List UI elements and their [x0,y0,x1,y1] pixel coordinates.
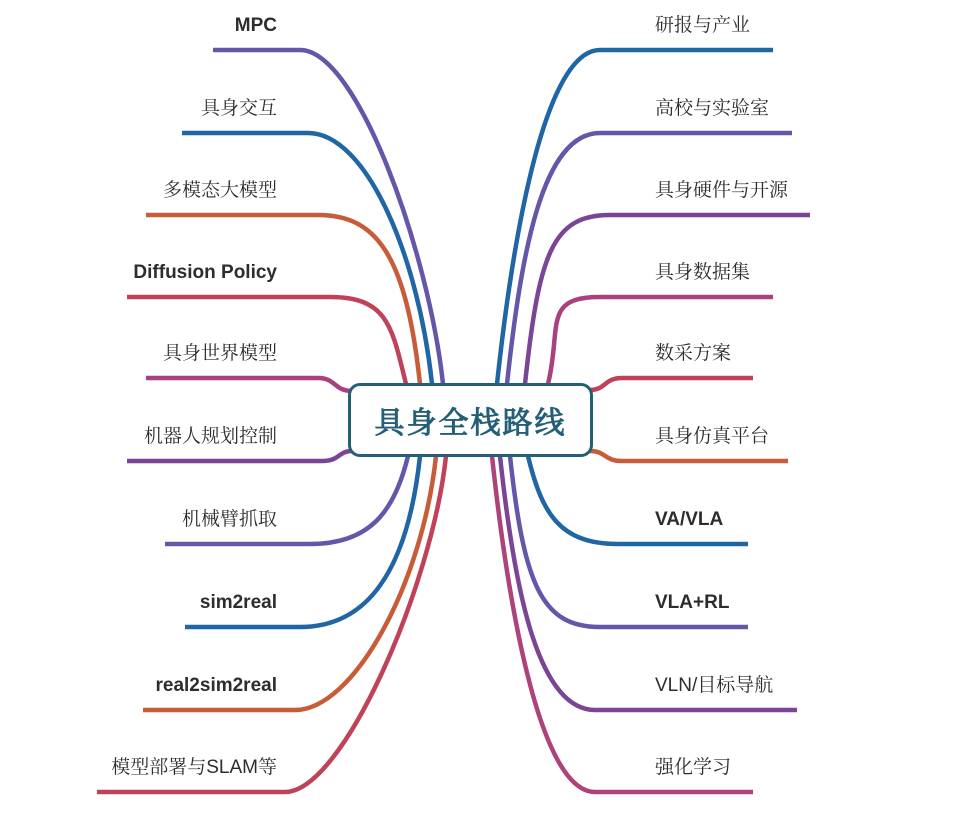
branch-connector-left-9 [97,456,446,792]
branch-label-right-9[interactable]: 强化学习 [655,757,732,778]
branch-label-right-6[interactable]: VA/VLA [655,509,724,530]
branch-label-right-0[interactable]: 研报与产业 [655,15,751,36]
branch-label-right-8[interactable]: VLN/目标导航 [655,675,774,696]
branch-connector-right-9 [492,456,753,792]
branch-connector-right-4 [590,378,753,390]
branch-label-left-4[interactable]: 具身世界模型 [162,343,277,364]
branch-connector-right-5 [590,451,788,461]
branch-connector-left-5 [127,451,352,461]
branch-connector-left-8 [143,456,436,710]
branch-label-right-2[interactable]: 具身硬件与开源 [655,180,789,201]
branch-label-left-2[interactable]: 多模态大模型 [162,180,277,201]
branch-label-left-3[interactable]: Diffusion Policy [133,262,277,283]
branch-label-left-7[interactable]: sim2real [199,592,277,613]
branch-label-left-6[interactable]: 机械臂抓取 [181,509,277,530]
branch-connector-left-3 [127,297,406,384]
branch-label-right-5[interactable]: 具身仿真平台 [655,426,770,447]
branch-connector-left-4 [146,378,352,391]
branch-label-left-5[interactable]: 机器人规划控制 [143,426,277,447]
branch-label-left-0[interactable]: MPC [234,15,277,36]
branch-label-left-9[interactable]: 模型部署与SLAM等 [111,757,277,778]
branch-label-right-4[interactable]: 数采方案 [655,343,732,364]
central-topic[interactable] [348,383,593,457]
central-topic-label: 具身全栈路线 [374,407,567,440]
branch-label-right-3[interactable]: 具身数据集 [655,262,751,283]
branch-label-left-1[interactable]: 具身交互 [200,98,277,119]
branch-label-left-8[interactable]: real2sim2real [155,675,277,696]
branch-label-right-1[interactable]: 高校与实验室 [655,98,770,119]
branch-connector-right-3 [548,297,773,384]
branch-connector-right-8 [500,456,797,710]
branch-label-right-7[interactable]: VLA+RL [655,592,730,613]
